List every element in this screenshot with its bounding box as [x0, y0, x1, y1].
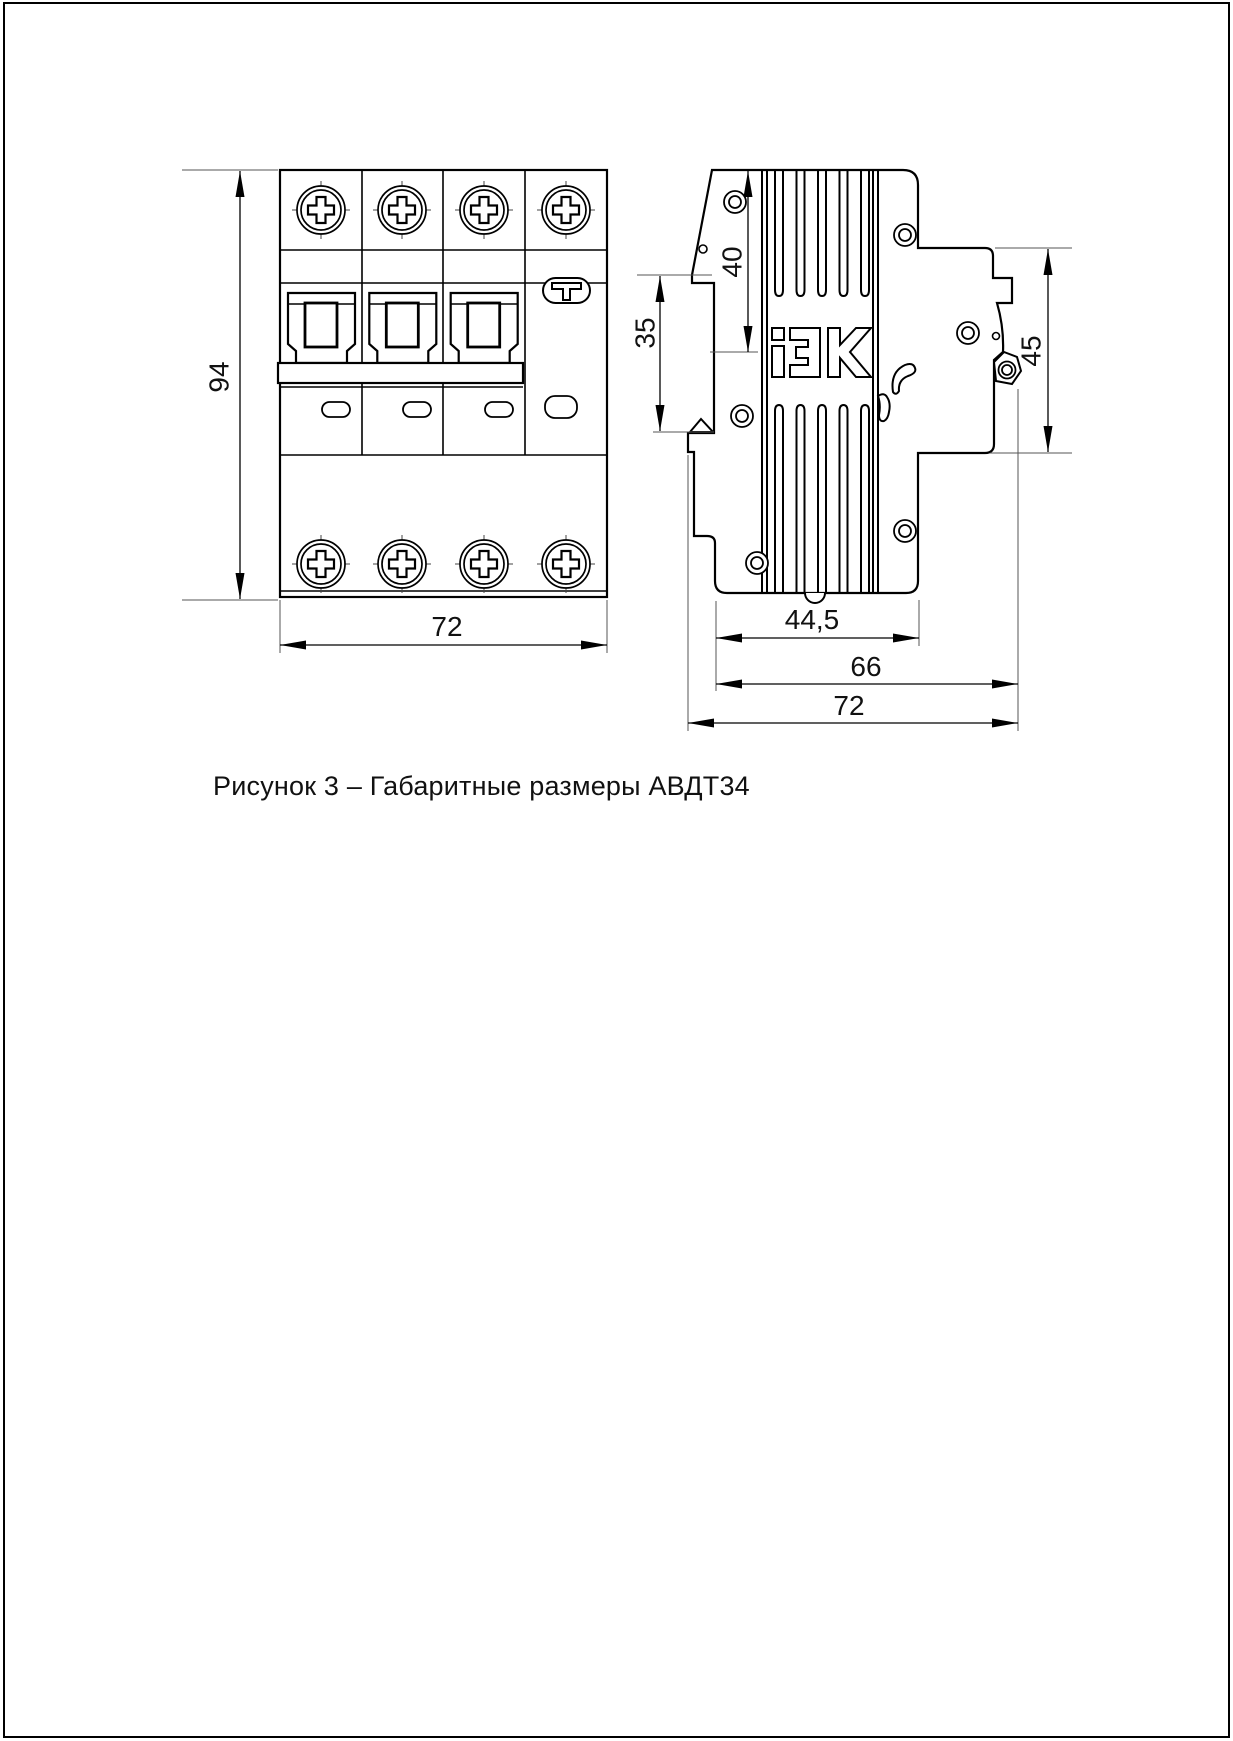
toggle-tie-bar [278, 363, 523, 383]
dimension-drawing [0, 0, 1233, 860]
side-view [688, 170, 1021, 603]
figure-caption: Рисунок 3 – Габаритные размеры АВДТ34 [213, 771, 750, 801]
side-body [688, 170, 1012, 593]
rivet-icon [894, 520, 916, 542]
front-view [278, 170, 607, 597]
dim-front-height: 94 [203, 361, 235, 393]
dim-din-slot: 35 [629, 317, 661, 349]
toggle-switch [451, 293, 518, 363]
pin-hole [699, 245, 707, 253]
rivet-icon [894, 224, 916, 246]
rivet-icon [957, 322, 979, 344]
pin-hole [993, 333, 1000, 340]
dim-total-depth: 72 [833, 690, 865, 721]
toggle-switch [369, 293, 436, 363]
toggle-switch [288, 293, 355, 363]
rivet-icon [724, 191, 746, 213]
test-button [543, 278, 590, 303]
bottom-tab [805, 593, 825, 603]
dim-body-depth: 44,5 [784, 604, 840, 635]
dim-front-protrusion: 45 [1015, 335, 1047, 367]
dim-depth-with-terminal: 66 [850, 651, 882, 682]
dim-rail-center: 40 [716, 246, 748, 278]
din-rail-clip [690, 419, 713, 432]
dim-front-width: 72 [431, 611, 463, 642]
rivet-icon [731, 405, 753, 427]
rivet-icon [746, 552, 768, 574]
